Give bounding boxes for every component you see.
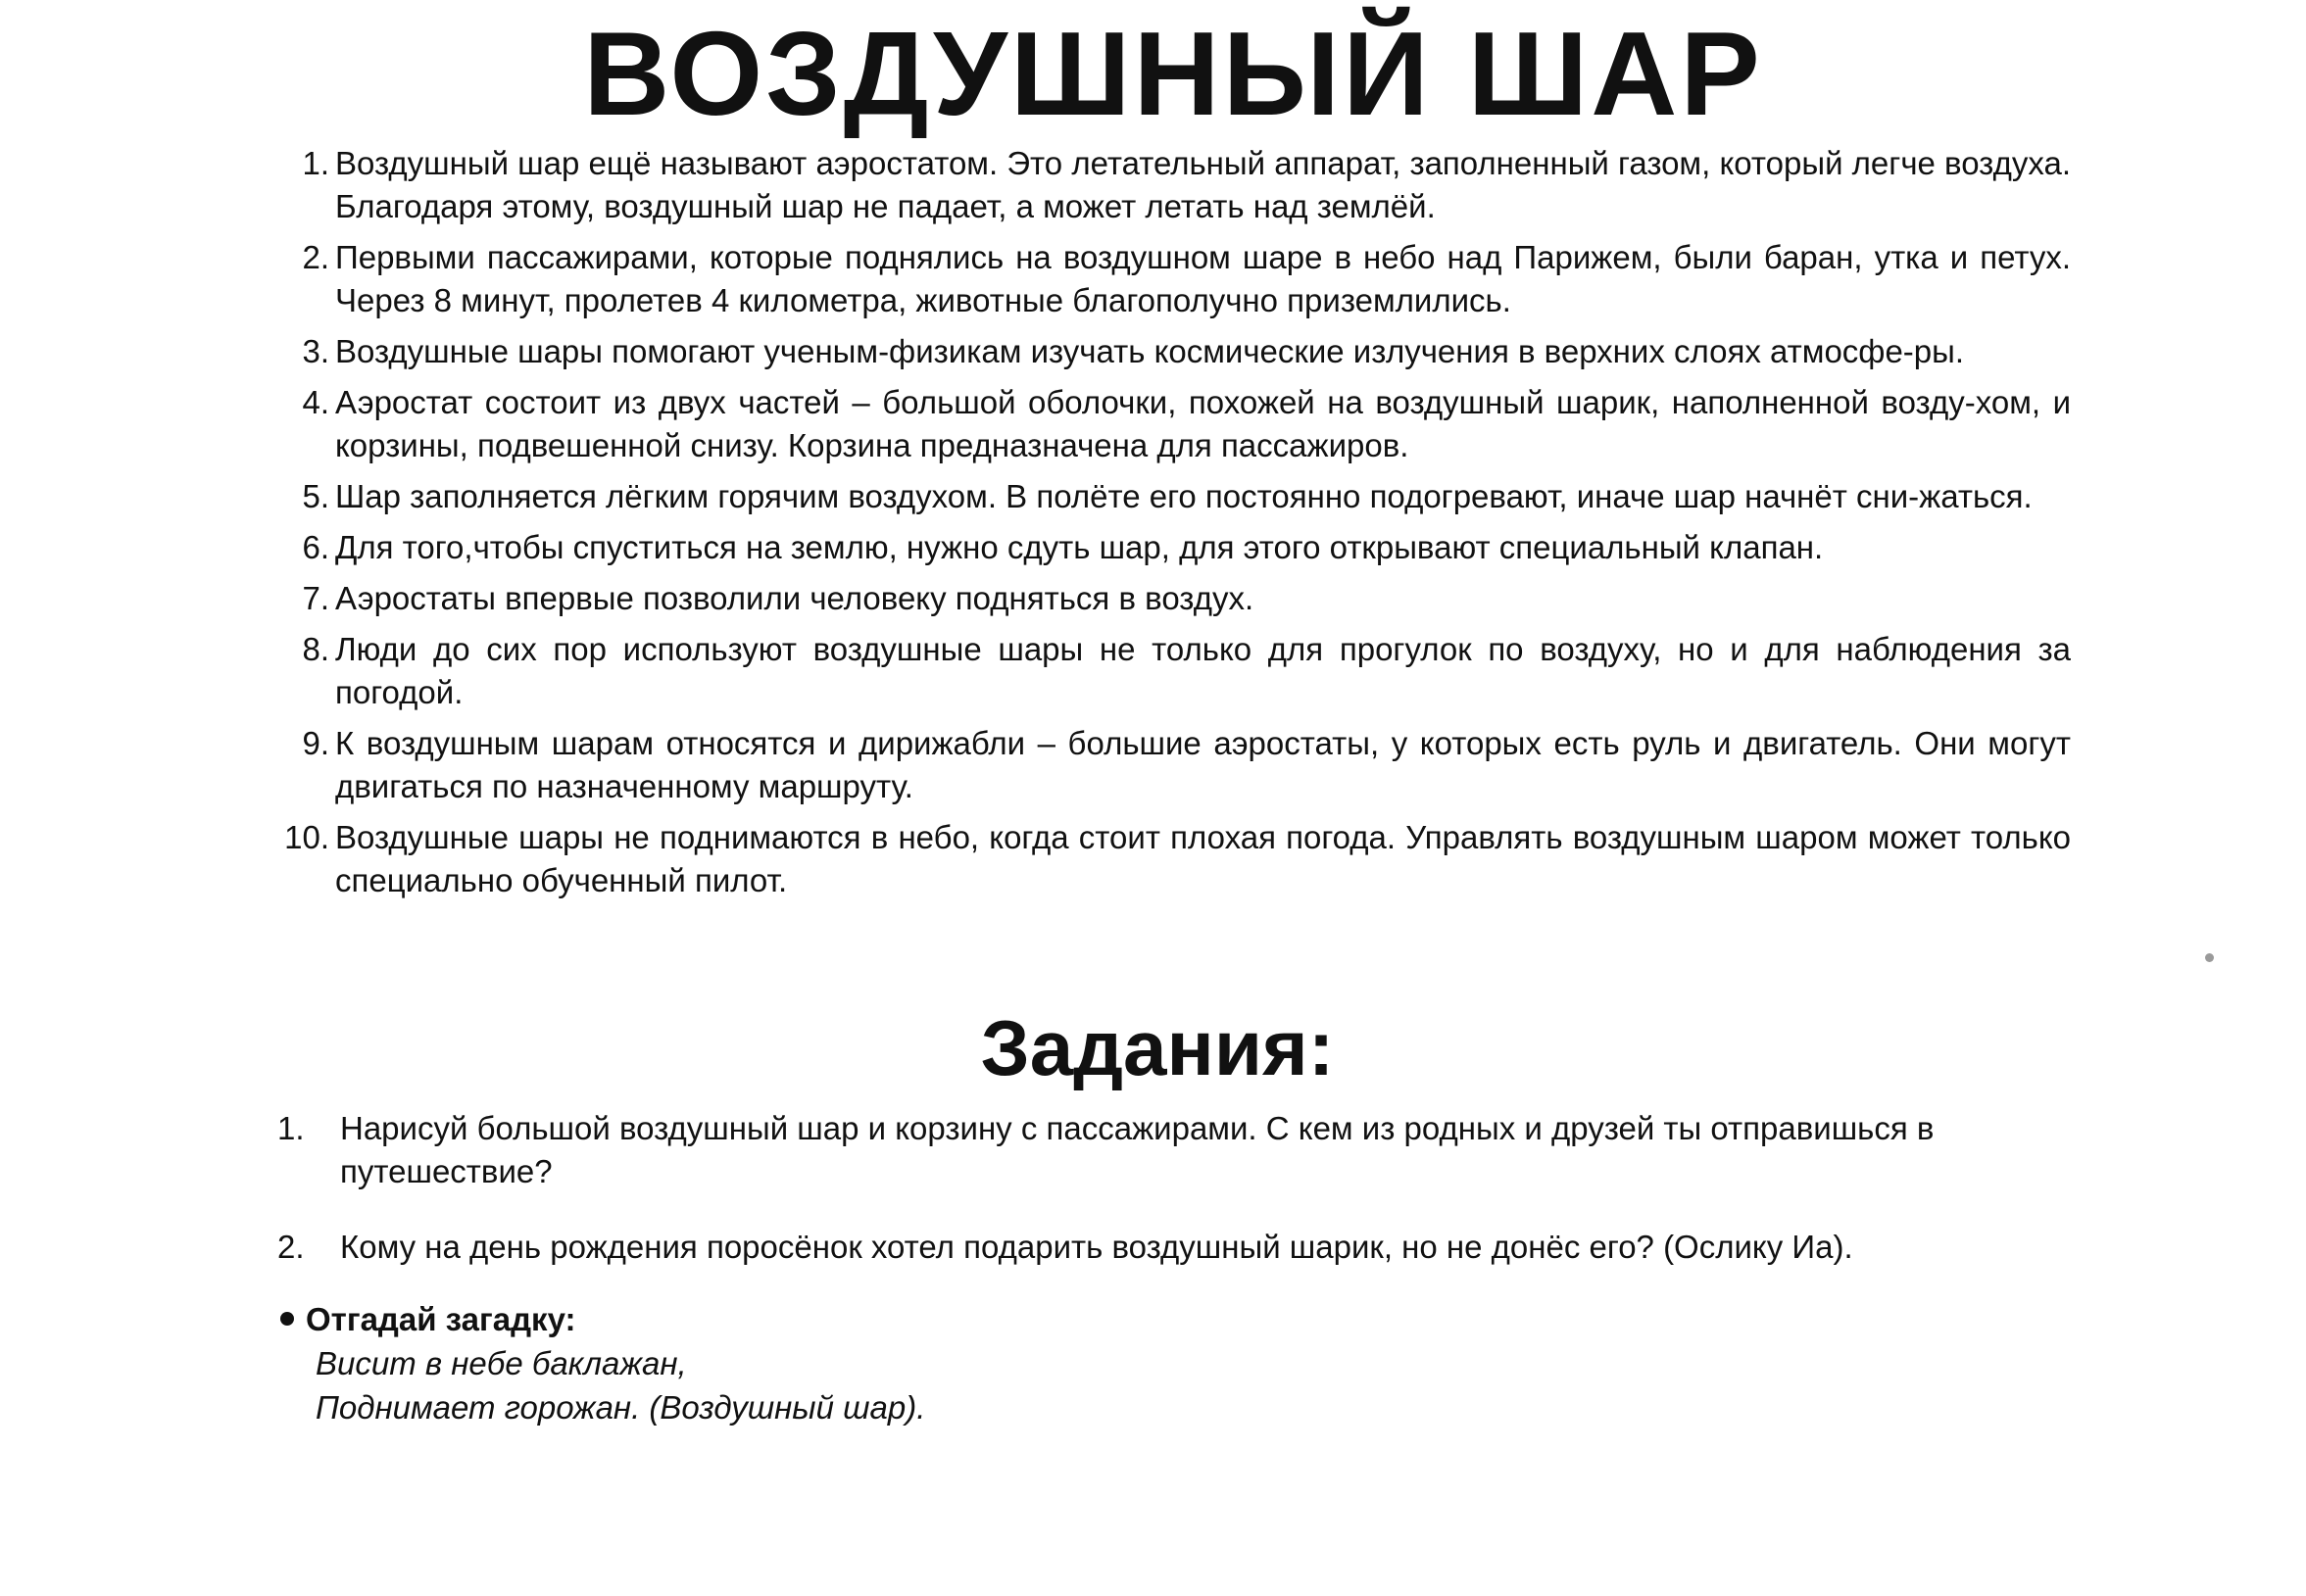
fact-number: 6.: [302, 529, 329, 565]
fact-item: [272, 236, 2071, 322]
riddle-line: Висит в небе баклажан,: [316, 1345, 687, 1381]
fact-text: Люди до сих пор используют воздушные шары не только для прогулок по воздуху, но и для наблюдения за погодой.: [335, 631, 2071, 710]
fact-number: 2.: [302, 239, 329, 275]
fact-number: 7.: [302, 580, 329, 616]
task-item: [277, 1226, 2071, 1269]
fact-text: Шар заполняется лёгким горячим воздухом. В полёте его постоянно подогревают, иначе шар начнёт сни-жаться.: [335, 478, 2033, 514]
fact-item: [272, 381, 2071, 467]
riddle-block: [280, 1298, 1750, 1429]
riddle-line: Поднимает горожан. (Воздушный шар).: [316, 1389, 926, 1426]
fact-number: 1.: [302, 145, 329, 181]
facts-list: [272, 142, 2071, 910]
bullet-icon: [280, 1312, 294, 1326]
fact-number: 5.: [302, 478, 329, 514]
task-text: Кому на день рождения поросёнок хотел подарить воздушный шарик, но не донёс его? (Ослику Иа).: [340, 1229, 1853, 1265]
fact-number: 9.: [302, 725, 329, 761]
fact-text: Воздушные шары помогают ученым-физикам изучать космические излучения в верхних слоях атмосфе-ры.: [335, 333, 1965, 369]
fact-item: [272, 722, 2071, 808]
fact-text: Для того,чтобы спуститься на землю, нужно сдуть шар, для этого открывают специальный клапан.: [335, 529, 1824, 565]
fact-text: Воздушные шары не поднимаются в небо, когда стоит плохая погода. Управлять воздушным шаром может только специально обученный пилот.: [335, 819, 2071, 898]
fact-text: Аэростаты впервые позволили человеку подняться в воздух.: [335, 580, 1254, 616]
fact-item: [272, 628, 2071, 714]
fact-item: [272, 577, 2071, 620]
fact-text: Аэростат состоит из двух частей – большой оболочки, похожей на воздушный шарик, наполненной возду-хом, и корзины, подвешенной снизу. Корзина предназначена для пассажиров.: [335, 384, 2071, 463]
tasks-list: [277, 1107, 2071, 1269]
fact-text: К воздушным шарам относятся и дирижабли – большие аэростаты, у которых есть руль и двигатель. Они могут двигаться по назначенному маршруту.: [335, 725, 2071, 804]
task-number: 1.: [277, 1110, 305, 1146]
task-item: [277, 1107, 2071, 1193]
fact-number: 3.: [302, 333, 329, 369]
fact-number: 4.: [302, 384, 329, 420]
fact-item: [272, 816, 2071, 902]
fact-item: [272, 475, 2071, 518]
fact-item: [272, 330, 2071, 373]
page-title: ВОЗДУШНЫЙ ШАР: [583, 7, 1763, 140]
fact-text: Воздушный шар ещё называют аэростатом. Это летательный аппарат, заполненный газом, который легче воздуха. Благодаря этому, воздушный шар не падает, а может летать над землёй.: [335, 145, 2071, 224]
fact-item: [272, 142, 2071, 228]
tasks-heading: Задания:: [980, 1004, 1335, 1091]
riddle-heading-row: [280, 1298, 1750, 1341]
riddle-heading: Отгадай загадку:: [306, 1301, 576, 1337]
fact-number: 10.: [284, 819, 329, 855]
fact-item: [272, 526, 2071, 569]
task-text: Нарисуй большой воздушный шар и корзину с пассажирами. С кем из родных и друзей ты отправишься в путешествие?: [340, 1110, 1935, 1189]
task-number: 2.: [277, 1229, 305, 1265]
fact-number: 8.: [302, 631, 329, 667]
fact-text: Первыми пассажирами, которые поднялись на воздушном шаре в небо над Парижем, были баран, утка и петух. Через 8 минут, пролетев 4 километра, животные благополучно приземлились.: [335, 239, 2071, 318]
scan-speck: [2205, 953, 2214, 962]
